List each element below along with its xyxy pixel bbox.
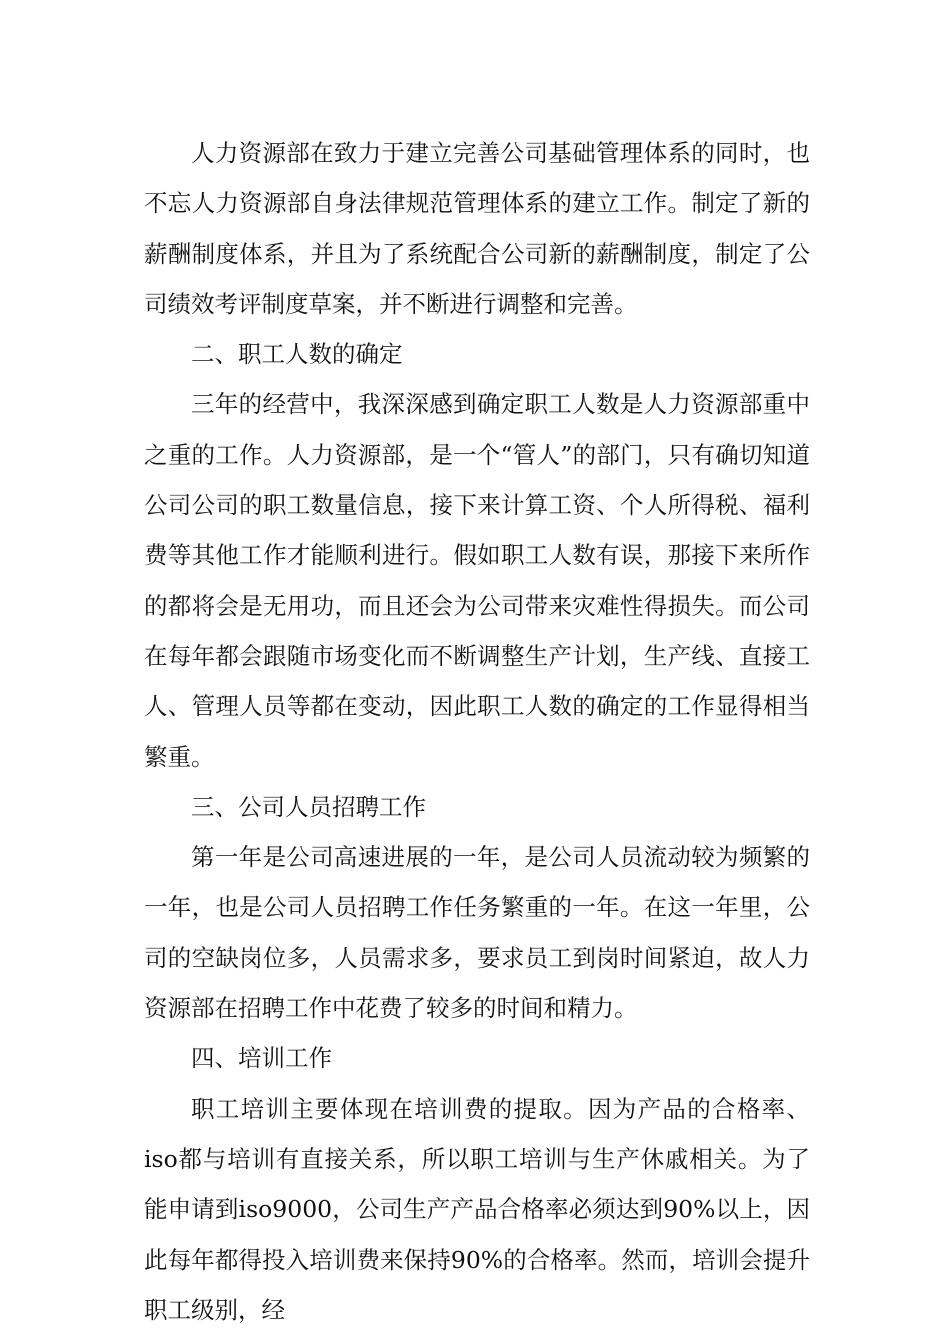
document-page	[144, 128, 810, 1335]
paragraph-hr-system: 人力资源部在致力于建立完善公司基础管理体系的同时，也不忘人力资源部自身法律规范管理体系的建立工作。制定了新的薪酬制度体系，并且为了系统配合公司新的薪酬制度，制定了公司绩效考评制度草案，并不断进行调整和完善。	[144, 139, 810, 318]
section-heading-recruitment: 三、公司人员招聘工作	[191, 792, 426, 821]
paragraph-staff-count: 三年的经营中，我深深感到确定职工人数是人力资源部重中之重的工作。人力资源部，是一个“管人”的部门，只有确切知道公司公司的职工数量信息，接下来计算工资、个人所得税、福利费等其他工作才能顺利进行。假如职工人数有误，那接下来所作的都将会是无用功，而且还会为公司带来灾难性得损失。而公司在每年都会跟随市场变化而不断调整生产计划，生产线、直接工人、管理人员等都在变动，因此职工人数的确定的工作显得相当繁重。	[144, 390, 810, 771]
paragraph-training: 职工培训主要体现在培训费的提取。因为产品的合格率、iso都与培训有直接关系，所以职工培训与生产休戚相关。为了能申请到iso9000，公司生产产品合格率必须达到90%以上，因此每年都得投入培训费来保持90%的合格率。然而，培训会提升职工级别，经	[144, 1094, 810, 1324]
section-heading-staff-count: 二、职工人数的确定	[191, 340, 403, 369]
paragraph-recruitment: 第一年是公司高速进展的一年，是公司人员流动较为频繁的一年，也是公司人员招聘工作任务繁重的一年。在这一年里，公司的空缺岗位多，人员需求多，要求员工到岗时间紧迫，故人力资源部在招聘工作中花费了较多的时间和精力。	[144, 843, 810, 1023]
section-heading-training: 四、培训工作	[191, 1044, 332, 1073]
